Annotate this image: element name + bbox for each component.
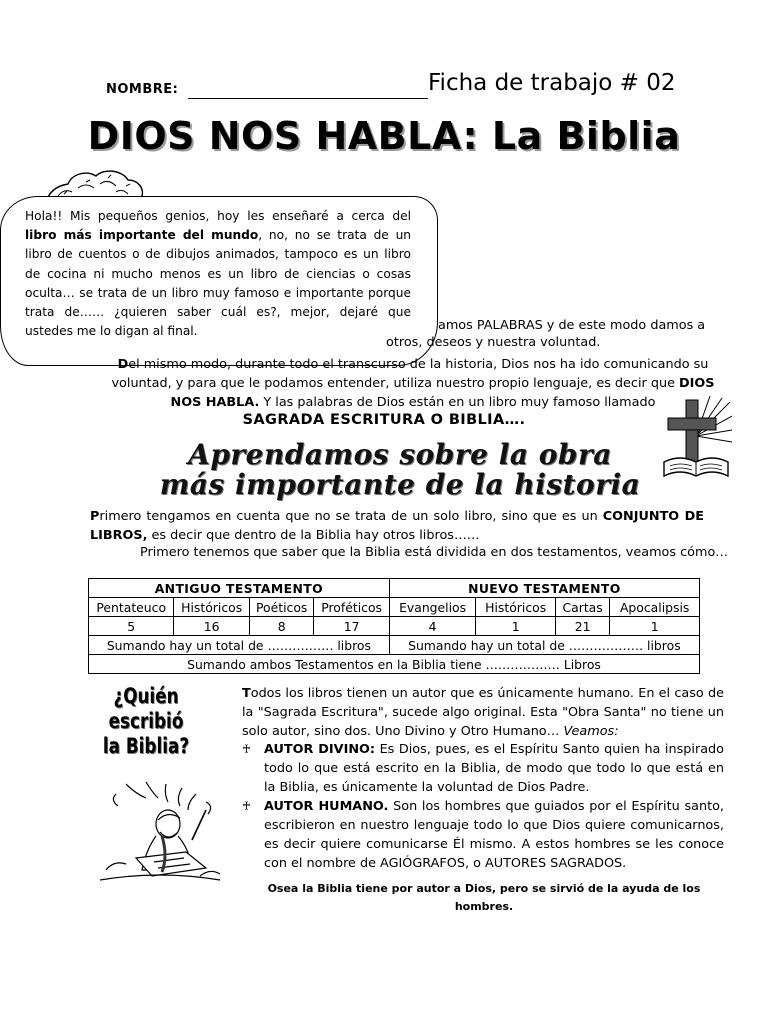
list-item	[242, 797, 724, 873]
intro-line-2: otros, deseos y nuestra voluntad.	[386, 335, 601, 350]
table-cell: Históricos	[174, 598, 250, 617]
quien-line-2: la Biblia?	[102, 734, 190, 758]
aprendamos-banner	[120, 440, 680, 500]
conclusion-text: Osea la Biblia tiene por autor a Dios, pero se sirvió de la ayuda de los hombres.	[267, 882, 701, 913]
sum-total-cell: Sumando ambos Testamentos en la Biblia tiene ……………… Libros	[89, 655, 700, 674]
bubble-text-line1: Hola!! Mis pequeños genios, hoy les enseñaré a cerca del	[25, 209, 411, 223]
table-cell: 17	[314, 617, 389, 636]
table-cell: Proféticos	[314, 598, 389, 617]
nombre-blank-line	[188, 98, 428, 99]
para2-text: el mismo modo, durante todo el transcurso de la historia, Dios nos ha ido comunicando su voluntad, y para que le podamos entender, utiliza nuestro propio lenguaje, es decir que	[111, 357, 709, 391]
antiguo-testamento-header: ANTIGUO TESTAMENTO	[89, 579, 390, 598]
autor-divino-text: Es Dios, pues, es el Espíritu Santo quien ha inspirado todo lo que está escrito en la Biblia, de modo que todo lo que está en la Biblia, es únicamente la voluntad de Dios Padre.	[264, 742, 724, 795]
bullet-icon: ♰	[242, 742, 251, 756]
quien-line-1: ¿Quién escribió	[108, 684, 184, 733]
worksheet-header	[106, 70, 706, 104]
drop-letter-p: P	[90, 509, 100, 524]
autor-humano-label: AUTOR HUMANO.	[264, 799, 389, 814]
aprendamos-line-1: Aprendamos sobre la obra	[188, 438, 612, 471]
table-cell: 21	[555, 617, 609, 636]
drop-letter-t: T	[242, 686, 251, 701]
sum-nuevo-cell: Sumando hay un total de ……………… libros	[389, 636, 699, 655]
autores-list	[242, 740, 724, 873]
bubble-text-rest: , no, no se trata de un libro de cuentos o de dibujos animados, tampoco es un libro de cocina ni mucho menos es un libro de ciencias o cosas oculta… se trata de un libro muy famoso e importante porque trata de…… ¿quieren saber cuál es?, mejor, dejaré que ustedes me lo digan al final.	[25, 228, 412, 339]
testaments-table	[88, 578, 700, 674]
table-cell: 1	[476, 617, 555, 636]
aprendamos-line-2: más importante de la historia	[159, 468, 641, 501]
table-cell: Cartas	[555, 598, 609, 617]
todos-text: odos los libros tienen un autor que es únicamente humano. En el caso de la "Sagrada Escritura", sucede algo original. Esta "Obra Santa" no tiene un solo autor, sino dos. Uno Divino y Otro Humano…	[242, 686, 724, 739]
table-cell: 8	[249, 617, 314, 636]
paragraph-autores	[242, 684, 724, 741]
todos-veamos: Veamos:	[563, 724, 619, 739]
sum-antiguo-cell: Sumando hay un total de ……………. libros	[89, 636, 390, 655]
ficha-title: Ficha de trabajo # 02	[428, 70, 676, 96]
paragraph-dios-nos-habla	[106, 355, 720, 412]
table-cell: 4	[389, 617, 476, 636]
table-cell: Históricos	[476, 598, 555, 617]
table-cell: 1	[610, 617, 700, 636]
nuevo-testamento-header: NUEVO TESTAMENTO	[389, 579, 699, 598]
table-row-sums	[89, 636, 700, 655]
table-row-total	[89, 655, 700, 674]
autor-divino-label: AUTOR DIVINO:	[264, 742, 376, 757]
primero-text1: rimero tengamos en cuenta que no se trata de un solo libro, sino que es un	[99, 509, 598, 524]
intro-line-1: amos PALABRAS y de este modo damos a	[438, 318, 706, 333]
table-cell: Apocalipsis	[610, 598, 700, 617]
table-row-counts	[89, 617, 700, 636]
table-cell: Evangelios	[389, 598, 476, 617]
table-cell: 16	[174, 617, 250, 636]
para2-bold: DIOS NOS HABLA.	[170, 376, 715, 410]
para2-rest: Y las palabras de Dios están en un libro muy famoso llamado	[259, 395, 656, 410]
page-title: DIOS NOS HABLA: La Biblia	[87, 114, 681, 158]
bubble-text	[25, 207, 411, 341]
table-cell: Poéticos	[249, 598, 314, 617]
paragraph-conjunto-de-libros	[90, 507, 704, 545]
autor-humano-text: Son los hombres que guiados por el Espíritu santo, escribieron en nuestro lenguaje todo lo que Dios quiere comunicarnos, es decir quiere comunicarse Él mismo. A estos hombres se les conoce con el nombre de AGIÓGRAFOS, o AUTORES SAGRADOS.	[264, 799, 724, 871]
table-header-row	[89, 579, 700, 598]
nombre-label: NOMBRE:	[106, 82, 179, 97]
quien-escribio-heading	[86, 684, 206, 759]
paragraph-dos-testamentos: Primero tenemos que saber que la Biblia está dividida en dos testamentos, veamos cómo…	[140, 545, 729, 560]
bubble-bold-phrase: libro más importante del mundo	[25, 228, 259, 243]
drop-letter-d: D	[117, 357, 129, 372]
evangelist-writing-icon	[96, 780, 226, 888]
sagrada-escritura-heading: SAGRADA ESCRITURA O BIBLIA….	[242, 412, 526, 428]
table-cell: Pentateuco	[89, 598, 174, 617]
table-cell: 5	[89, 617, 174, 636]
primero-text2: es decir que dentro de la Biblia hay otros libros……	[147, 528, 480, 543]
list-item	[242, 740, 724, 797]
primero-bold: CONJUNTO DE LIBROS,	[90, 509, 704, 543]
table-row-categories	[89, 598, 700, 617]
bullet-icon: ♰	[242, 799, 251, 813]
